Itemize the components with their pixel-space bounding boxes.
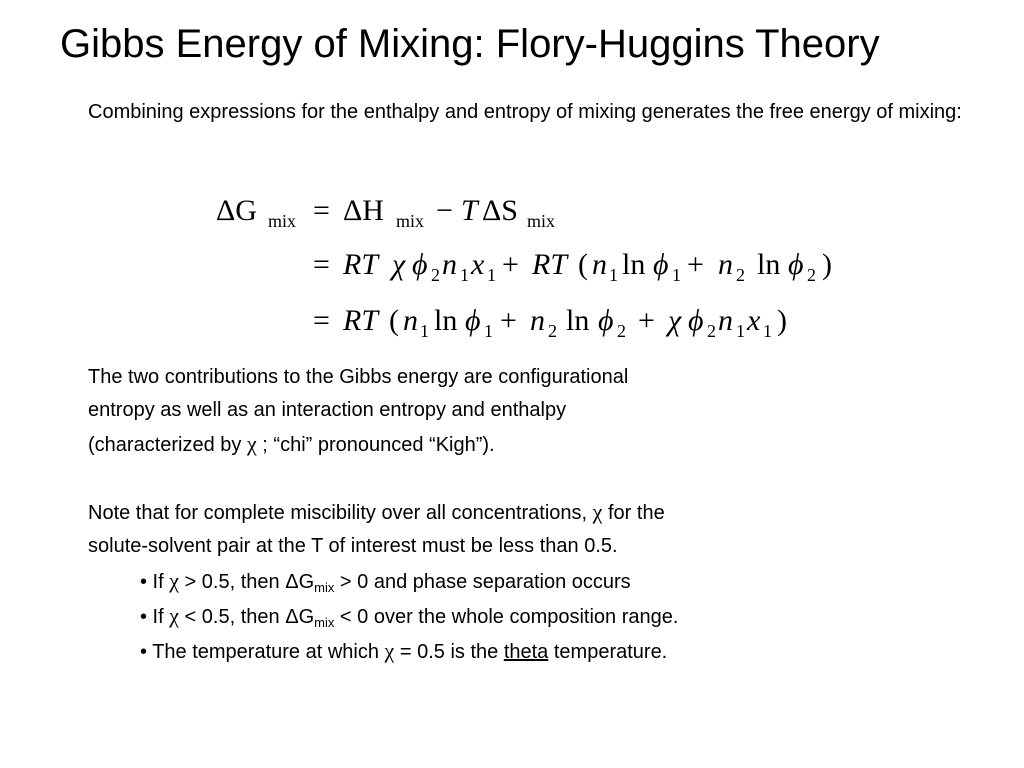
eq3-phic-sub: 2 [707, 321, 716, 341]
eq1-dh-sub: mix [396, 211, 425, 231]
eq2-rt2: RT [532, 248, 568, 281]
eq3-phia: ϕ [465, 304, 481, 337]
eq1-t: T [461, 194, 478, 227]
eq2-na: n [592, 248, 607, 281]
para2-line1-b: for the [602, 502, 665, 524]
delta-g-sub: mix [314, 615, 335, 630]
eq2-phi2: ϕ [412, 248, 428, 281]
eq1-ds-sub: mix [527, 211, 556, 231]
eq3-nb: n [530, 304, 545, 337]
eq2-close: ) [822, 248, 832, 281]
eq3-open: ( [389, 304, 399, 337]
condition-list [140, 564, 678, 669]
eq3-chi: χ [668, 304, 682, 337]
eq2-phia-sub: 1 [672, 265, 681, 285]
eq3-equals: = [313, 304, 330, 337]
list-item [140, 634, 678, 669]
theta-term: theta [503, 641, 549, 663]
bullet-text: • If [140, 571, 170, 593]
eq2-nb-sub: 2 [736, 265, 745, 285]
bullet-text: • The temperature at which [140, 641, 385, 663]
contributions-paragraph [88, 361, 968, 462]
eq2-chi: χ [392, 248, 406, 281]
eq3-nb-sub: 2 [548, 321, 557, 341]
eq3-close: ) [777, 304, 787, 337]
list-item [140, 564, 678, 599]
eq3-na: n [403, 304, 418, 337]
bullet-text: temperature. [548, 641, 668, 663]
eq1-dg-sub: mix [268, 211, 297, 231]
eq2-x1-sub: 1 [487, 265, 496, 285]
bullet-text: < 0 over the whole composition range. [334, 606, 679, 628]
chi-symbol: χ [384, 638, 395, 663]
eq3-xc: x [747, 304, 761, 337]
eq3-phib-sub: 2 [617, 321, 626, 341]
eq2-ln2: ln [757, 248, 781, 281]
eq2-open: ( [578, 248, 588, 281]
eq3-plus: + [500, 304, 517, 337]
para2-line1-a: Note that for complete miscibility over all concentrations, [88, 502, 593, 524]
chi-symbol: χ [169, 603, 179, 628]
chi-symbol: χ [246, 431, 257, 456]
eq2-plus2: + [687, 248, 704, 281]
eq2-phib-sub: 2 [807, 265, 816, 285]
bullet-text: > 0.5, then [179, 571, 286, 593]
eq2-nb: n [718, 248, 733, 281]
eq2-ln1: ln [622, 248, 646, 281]
eq3-rt: RT [343, 304, 379, 337]
eq3-phia-sub: 1 [484, 321, 493, 341]
eq1-minus: − [436, 194, 453, 227]
eq2-n1: n [442, 248, 457, 281]
eq1-dh: ΔH [343, 194, 384, 227]
eq3-nc-sub: 1 [736, 321, 745, 341]
eq2-phi2-sub: 2 [431, 265, 440, 285]
chi-symbol: χ [592, 499, 603, 524]
eq2-x1: x [471, 248, 485, 281]
eq2-equals: = [313, 248, 330, 281]
eq3-ln2: ln [566, 304, 590, 337]
eq3-phic: ϕ [688, 304, 704, 337]
eq3-xc-sub: 1 [763, 321, 772, 341]
eq2-plus: + [502, 248, 519, 281]
bullet-text: • If [140, 606, 170, 628]
eq1-dg: ΔG [216, 194, 257, 227]
eq2-n1-sub: 1 [460, 265, 469, 285]
bullet-text: = 0.5 is the [394, 641, 504, 663]
intro-text: Combining expressions for the enthalpy and entropy of mixing generates the free energy of mixing: [88, 101, 962, 123]
eq1-ds: ΔS [482, 194, 518, 227]
eq2-phib: ϕ [788, 248, 804, 281]
delta-g: ΔG [285, 571, 315, 593]
delta-g: ΔG [285, 606, 315, 628]
delta-g-sub: mix [314, 580, 335, 595]
para2-line2: solute-solvent pair at the T of interest must be less than 0.5. [88, 535, 618, 557]
eq3-ln1: ln [434, 304, 458, 337]
eq2-phia: ϕ [653, 248, 669, 281]
chi-symbol: χ [169, 568, 179, 593]
para1-line3-b: ; “chi” pronounced “Kigh”). [256, 434, 495, 456]
eq2-rt: RT [343, 248, 379, 281]
bullet-text: < 0.5, then [179, 606, 286, 628]
eq3-plus2: + [638, 304, 655, 337]
eq2-na-sub: 1 [609, 265, 618, 285]
miscibility-paragraph [88, 495, 968, 563]
bullet-text: > 0 and phase separation occurs [334, 571, 631, 593]
para1-line1: The two contributions to the Gibbs energy are configurational [88, 366, 629, 388]
para1-line3 [88, 427, 968, 462]
para1-line2: entropy as well as an interaction entropy and enthalpy [88, 399, 567, 421]
eq1-equals: = [313, 194, 330, 227]
para2-line1 [88, 495, 968, 530]
eq3-nc: n [718, 304, 733, 337]
eq3-na-sub: 1 [420, 321, 429, 341]
para1-line3-a: (characterized by [88, 434, 247, 456]
slide-title: Gibbs Energy of Mixing: Flory-Huggins Theory [60, 22, 880, 66]
list-item [140, 599, 678, 634]
eq3-phib: ϕ [598, 304, 614, 337]
